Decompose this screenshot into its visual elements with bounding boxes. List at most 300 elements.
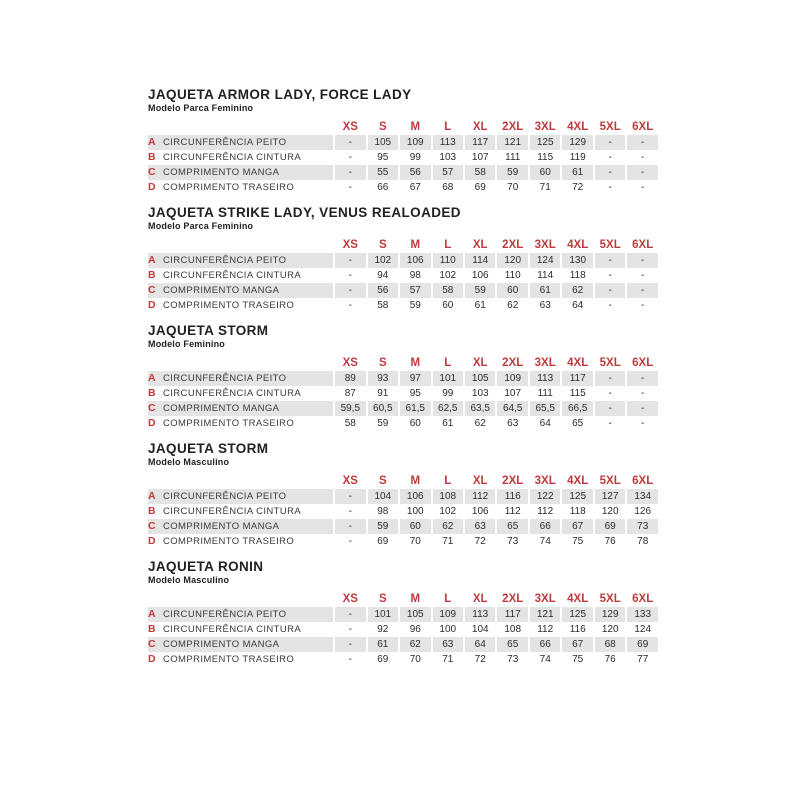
dimension-letter: B bbox=[148, 387, 156, 399]
size-value-cell: 101 bbox=[368, 607, 398, 622]
size-value-cell: 106 bbox=[400, 489, 430, 504]
size-value-cell: 59 bbox=[377, 417, 389, 429]
size-column-header: M bbox=[410, 357, 421, 369]
size-value-cell: 58 bbox=[433, 283, 463, 298]
table-row bbox=[148, 519, 658, 534]
size-value-cell: - bbox=[348, 269, 352, 281]
size-value-cell: 64 bbox=[539, 417, 551, 429]
size-value-cell: 107 bbox=[504, 387, 522, 399]
size-value-cell: 69 bbox=[377, 653, 389, 665]
dimension-label-cell bbox=[148, 150, 333, 165]
table-row bbox=[148, 637, 658, 652]
size-value-cell: - bbox=[608, 417, 612, 429]
size-value-cell: 119 bbox=[569, 151, 586, 163]
size-value-cell: 72 bbox=[572, 181, 584, 193]
size-column-header: 5XL bbox=[599, 475, 621, 487]
size-value-cell: 109 bbox=[400, 135, 430, 150]
size-value-cell: - bbox=[608, 181, 612, 193]
size-value-cell: 62 bbox=[507, 299, 519, 311]
size-value-cell: 98 bbox=[409, 269, 421, 281]
dimension-letter: D bbox=[148, 417, 156, 429]
size-value-cell: 60 bbox=[400, 519, 430, 534]
measurements-table bbox=[146, 474, 660, 549]
size-value-cell: 61 bbox=[474, 299, 486, 311]
size-value-cell: 76 bbox=[604, 653, 616, 665]
size-value-cell: 66 bbox=[530, 637, 560, 652]
size-value-cell: 122 bbox=[530, 489, 560, 504]
size-value-cell: 100 bbox=[439, 623, 457, 635]
size-column-header: 3XL bbox=[534, 121, 556, 133]
size-value-cell: - bbox=[608, 387, 612, 399]
table-title: JAQUETA STORM bbox=[148, 323, 269, 338]
dimension-label-cell bbox=[148, 504, 333, 519]
size-value-cell: - bbox=[595, 401, 625, 416]
dimension-label: COMPRIMENTO MANGA bbox=[163, 285, 280, 296]
size-value-cell: 112 bbox=[504, 505, 521, 517]
dimension-label-cell bbox=[148, 534, 333, 549]
dimension-letter: B bbox=[148, 623, 156, 635]
size-value-cell: 71 bbox=[442, 653, 454, 665]
label-column-spacer bbox=[148, 238, 333, 253]
dimension-label: CIRCUNFERÊNCIA PEITO bbox=[163, 491, 287, 502]
dimension-label: COMPRIMENTO TRASEIRO bbox=[163, 536, 295, 547]
size-column-header: L bbox=[444, 121, 452, 133]
dimension-label: CIRCUNFERÊNCIA CINTURA bbox=[163, 270, 302, 281]
size-column-header: S bbox=[378, 121, 387, 133]
table-title: JAQUETA STRIKE LADY, VENUS REALOADED bbox=[148, 205, 461, 220]
size-value-cell: 63 bbox=[507, 417, 519, 429]
size-column-header: L bbox=[444, 475, 452, 487]
dimension-label-cell bbox=[148, 135, 333, 150]
size-column-header: XS bbox=[342, 475, 358, 487]
size-value-cell: - bbox=[335, 489, 365, 504]
table-row bbox=[148, 371, 658, 386]
size-value-cell: 95 bbox=[377, 151, 389, 163]
dimension-label: COMPRIMENTO TRASEIRO bbox=[163, 418, 295, 429]
size-column-header: 2XL bbox=[502, 239, 524, 251]
size-value-cell: 105 bbox=[465, 371, 495, 386]
size-value-cell: 66 bbox=[377, 181, 389, 193]
size-value-cell: - bbox=[641, 269, 645, 281]
size-value-cell: 61 bbox=[442, 417, 454, 429]
table-row bbox=[148, 607, 658, 622]
dimension-letter: C bbox=[148, 520, 156, 532]
size-value-cell: - bbox=[335, 519, 365, 534]
size-value-cell: 117 bbox=[562, 371, 592, 386]
size-value-cell: 104 bbox=[368, 489, 398, 504]
dimension-label-cell bbox=[148, 298, 333, 313]
size-value-cell: 60,5 bbox=[368, 401, 398, 416]
size-value-cell: - bbox=[335, 637, 365, 652]
size-column-header: 3XL bbox=[534, 357, 556, 369]
size-column-header: XS bbox=[342, 239, 358, 251]
size-column-header: S bbox=[378, 239, 387, 251]
size-column-header: S bbox=[378, 593, 387, 605]
size-column-header: 5XL bbox=[599, 357, 621, 369]
size-value-cell: 68 bbox=[442, 181, 454, 193]
size-value-cell: 102 bbox=[439, 269, 457, 281]
size-value-cell: 62 bbox=[433, 519, 463, 534]
size-column-header: M bbox=[410, 121, 421, 133]
size-value-cell: 114 bbox=[537, 269, 554, 281]
size-value-cell: 118 bbox=[569, 505, 586, 517]
size-value-cell: - bbox=[348, 653, 352, 665]
table-row bbox=[148, 180, 658, 195]
dimension-letter: A bbox=[148, 490, 156, 502]
size-value-cell: 117 bbox=[465, 135, 495, 150]
dimension-letter: C bbox=[148, 284, 156, 296]
size-value-cell: 115 bbox=[537, 151, 554, 163]
size-value-cell: 58 bbox=[465, 165, 495, 180]
size-column-header: L bbox=[444, 593, 452, 605]
size-column-header: M bbox=[410, 239, 421, 251]
size-value-cell: 91 bbox=[377, 387, 389, 399]
size-value-cell: - bbox=[595, 165, 625, 180]
size-value-cell: 61,5 bbox=[400, 401, 430, 416]
size-value-cell: 99 bbox=[442, 387, 454, 399]
size-value-cell: - bbox=[627, 135, 658, 150]
size-column-header: 3XL bbox=[534, 475, 556, 487]
dimension-label-cell bbox=[148, 401, 333, 416]
size-value-cell: 65 bbox=[497, 519, 527, 534]
label-column-spacer bbox=[148, 592, 333, 607]
measurements-table bbox=[146, 592, 660, 667]
dimension-letter: B bbox=[148, 505, 156, 517]
size-value-cell: 124 bbox=[530, 253, 560, 268]
size-value-cell: - bbox=[641, 299, 645, 311]
size-value-cell: 70 bbox=[507, 181, 519, 193]
dimension-letter: D bbox=[148, 181, 156, 193]
size-column-header: 6XL bbox=[632, 239, 654, 251]
table-title: JAQUETA ARMOR LADY, FORCE LADY bbox=[148, 87, 412, 102]
size-value-cell: 65 bbox=[572, 417, 584, 429]
size-value-cell: 102 bbox=[368, 253, 398, 268]
dimension-letter: A bbox=[148, 136, 156, 148]
size-value-cell: 66,5 bbox=[562, 401, 592, 416]
size-column-header: M bbox=[410, 475, 421, 487]
size-value-cell: 73 bbox=[627, 519, 658, 534]
size-value-cell: 70 bbox=[409, 653, 421, 665]
size-header-row bbox=[148, 356, 658, 371]
table-title: JAQUETA STORM bbox=[148, 441, 269, 456]
size-value-cell: 66 bbox=[530, 519, 560, 534]
size-value-cell: 65 bbox=[497, 637, 527, 652]
size-value-cell: - bbox=[608, 269, 612, 281]
size-value-cell: 67 bbox=[562, 637, 592, 652]
size-value-cell: 116 bbox=[569, 623, 586, 635]
size-value-cell: 69 bbox=[474, 181, 486, 193]
size-value-cell: 57 bbox=[433, 165, 463, 180]
dimension-label-cell bbox=[148, 371, 333, 386]
size-value-cell: - bbox=[595, 283, 625, 298]
size-column-header: 4XL bbox=[567, 475, 589, 487]
dimension-label: CIRCUNFERÊNCIA CINTURA bbox=[163, 506, 302, 517]
dimension-label-cell bbox=[148, 268, 333, 283]
size-value-cell: 64,5 bbox=[497, 401, 527, 416]
size-value-cell: - bbox=[348, 535, 352, 547]
size-value-cell: 64 bbox=[572, 299, 584, 311]
size-value-cell: 108 bbox=[504, 623, 522, 635]
dimension-letter: D bbox=[148, 535, 156, 547]
size-value-cell: - bbox=[641, 387, 645, 399]
table-row bbox=[148, 150, 658, 165]
size-value-cell: 100 bbox=[406, 505, 424, 517]
size-value-cell: 105 bbox=[368, 135, 398, 150]
table-subtitle: Modelo Masculino bbox=[148, 575, 230, 585]
size-value-cell: 101 bbox=[433, 371, 463, 386]
size-column-header: 2XL bbox=[502, 357, 524, 369]
table-subtitle: Modelo Parca Feminino bbox=[148, 221, 254, 231]
size-value-cell: 110 bbox=[433, 253, 463, 268]
size-value-cell: 63 bbox=[465, 519, 495, 534]
table-row bbox=[148, 165, 658, 180]
size-value-cell: 93 bbox=[368, 371, 398, 386]
size-value-cell: 130 bbox=[562, 253, 592, 268]
dimension-letter: A bbox=[148, 254, 156, 266]
size-value-cell: 60 bbox=[497, 283, 527, 298]
size-column-header: 5XL bbox=[599, 121, 621, 133]
size-value-cell: 63,5 bbox=[465, 401, 495, 416]
size-value-cell: 92 bbox=[377, 623, 389, 635]
size-value-cell: 112 bbox=[465, 489, 495, 504]
size-value-cell: 72 bbox=[474, 535, 486, 547]
size-value-cell: 133 bbox=[627, 607, 658, 622]
size-column-header: XS bbox=[342, 357, 358, 369]
size-table bbox=[148, 558, 660, 667]
size-value-cell: 125 bbox=[562, 607, 592, 622]
size-value-cell: - bbox=[608, 151, 612, 163]
size-value-cell: - bbox=[335, 135, 365, 150]
size-value-cell: 60 bbox=[409, 417, 421, 429]
dimension-label-cell bbox=[148, 652, 333, 667]
size-table bbox=[148, 440, 660, 549]
size-value-cell: 126 bbox=[634, 505, 652, 517]
size-value-cell: 71 bbox=[539, 181, 551, 193]
table-row bbox=[148, 386, 658, 401]
size-column-header: XL bbox=[472, 121, 488, 133]
size-value-cell: - bbox=[335, 165, 365, 180]
dimension-letter: C bbox=[148, 166, 156, 178]
table-row bbox=[148, 534, 658, 549]
table-row bbox=[148, 622, 658, 637]
size-column-header: S bbox=[378, 357, 387, 369]
size-value-cell: 56 bbox=[368, 283, 398, 298]
size-value-cell: 65,5 bbox=[530, 401, 560, 416]
size-value-cell: 106 bbox=[471, 505, 489, 517]
table-row bbox=[148, 416, 658, 431]
size-value-cell: 124 bbox=[634, 623, 652, 635]
dimension-letter: A bbox=[148, 608, 156, 620]
size-value-cell: 70 bbox=[409, 535, 421, 547]
size-value-cell: 76 bbox=[604, 535, 616, 547]
size-value-cell: 56 bbox=[400, 165, 430, 180]
dimension-label-cell bbox=[148, 622, 333, 637]
size-header-row bbox=[148, 592, 658, 607]
table-subtitle: Modelo Feminino bbox=[148, 339, 225, 349]
size-value-cell: 103 bbox=[439, 151, 457, 163]
size-value-cell: 112 bbox=[537, 505, 554, 517]
size-value-cell: 62 bbox=[474, 417, 486, 429]
size-column-header: XL bbox=[472, 357, 488, 369]
dimension-letter: D bbox=[148, 299, 156, 311]
dimension-label: COMPRIMENTO MANGA bbox=[163, 403, 280, 414]
size-column-header: M bbox=[410, 593, 421, 605]
table-subtitle: Modelo Masculino bbox=[148, 457, 230, 467]
dimension-label: COMPRIMENTO TRASEIRO bbox=[163, 300, 295, 311]
size-value-cell: - bbox=[595, 135, 625, 150]
size-value-cell: 87 bbox=[344, 387, 356, 399]
size-value-cell: - bbox=[335, 253, 365, 268]
dimension-label: CIRCUNFERÊNCIA CINTURA bbox=[163, 152, 302, 163]
size-value-cell: 115 bbox=[569, 387, 586, 399]
size-value-cell: 61 bbox=[562, 165, 592, 180]
size-value-cell: 113 bbox=[433, 135, 463, 150]
dimension-label: COMPRIMENTO MANGA bbox=[163, 639, 280, 650]
size-value-cell: 75 bbox=[572, 653, 584, 665]
size-value-cell: 59 bbox=[465, 283, 495, 298]
size-column-header: XS bbox=[342, 121, 358, 133]
size-value-cell: - bbox=[627, 165, 658, 180]
measurements-table bbox=[146, 238, 660, 313]
table-subtitle: Modelo Parca Feminino bbox=[148, 103, 254, 113]
dimension-label: COMPRIMENTO TRASEIRO bbox=[163, 654, 295, 665]
size-value-cell: 64 bbox=[465, 637, 495, 652]
size-value-cell: 102 bbox=[439, 505, 457, 517]
size-value-cell: 127 bbox=[595, 489, 625, 504]
size-value-cell: 69 bbox=[595, 519, 625, 534]
size-value-cell: - bbox=[595, 371, 625, 386]
size-value-cell: - bbox=[335, 283, 365, 298]
size-value-cell: 106 bbox=[400, 253, 430, 268]
size-value-cell: 68 bbox=[595, 637, 625, 652]
size-column-header: 3XL bbox=[534, 239, 556, 251]
size-value-cell: 121 bbox=[497, 135, 527, 150]
size-column-header: 3XL bbox=[534, 593, 556, 605]
size-column-header: XL bbox=[472, 475, 488, 487]
table-row bbox=[148, 652, 658, 667]
measurements-table bbox=[146, 356, 660, 431]
size-value-cell: 78 bbox=[637, 535, 649, 547]
dimension-label: COMPRIMENTO MANGA bbox=[163, 167, 280, 178]
size-value-cell: 121 bbox=[530, 607, 560, 622]
dimension-label: COMPRIMENTO MANGA bbox=[163, 521, 280, 532]
size-value-cell: 103 bbox=[471, 387, 489, 399]
size-value-cell: 72 bbox=[474, 653, 486, 665]
dimension-label-cell bbox=[148, 386, 333, 401]
table-row bbox=[148, 489, 658, 504]
size-value-cell: 59 bbox=[497, 165, 527, 180]
dimension-label: COMPRIMENTO TRASEIRO bbox=[163, 182, 295, 193]
size-value-cell: 113 bbox=[465, 607, 495, 622]
size-value-cell: 134 bbox=[627, 489, 658, 504]
size-value-cell: - bbox=[627, 401, 658, 416]
dimension-label-cell bbox=[148, 165, 333, 180]
size-chart-page bbox=[148, 86, 660, 676]
size-column-header: XL bbox=[472, 593, 488, 605]
size-value-cell: 111 bbox=[505, 151, 521, 163]
size-table bbox=[148, 86, 660, 195]
size-column-header: XL bbox=[472, 239, 488, 251]
dimension-label: CIRCUNFERÊNCIA PEITO bbox=[163, 255, 287, 266]
size-value-cell: - bbox=[348, 181, 352, 193]
size-value-cell: 60 bbox=[530, 165, 560, 180]
dimension-letter: C bbox=[148, 402, 156, 414]
table-row bbox=[148, 283, 658, 298]
dimension-label: CIRCUNFERÊNCIA PEITO bbox=[163, 137, 287, 148]
size-value-cell: - bbox=[641, 417, 645, 429]
size-column-header: 2XL bbox=[502, 475, 524, 487]
size-value-cell: 55 bbox=[368, 165, 398, 180]
dimension-letter: C bbox=[148, 638, 156, 650]
size-value-cell: 74 bbox=[539, 535, 551, 547]
size-value-cell: - bbox=[641, 181, 645, 193]
size-value-cell: 58 bbox=[344, 417, 356, 429]
size-column-header: 6XL bbox=[632, 593, 654, 605]
dimension-letter: B bbox=[148, 151, 156, 163]
size-value-cell: 106 bbox=[471, 269, 489, 281]
size-column-header: S bbox=[378, 475, 387, 487]
size-value-cell: 96 bbox=[409, 623, 421, 635]
dimension-letter: A bbox=[148, 372, 156, 384]
size-value-cell: 109 bbox=[433, 607, 463, 622]
table-row bbox=[148, 504, 658, 519]
table-row bbox=[148, 401, 658, 416]
size-value-cell: 69 bbox=[377, 535, 389, 547]
size-value-cell: 95 bbox=[409, 387, 421, 399]
size-column-header: 2XL bbox=[502, 121, 524, 133]
size-value-cell: 99 bbox=[409, 151, 421, 163]
size-value-cell: 67 bbox=[409, 181, 421, 193]
size-column-header: 6XL bbox=[632, 475, 654, 487]
size-column-header: L bbox=[444, 357, 452, 369]
size-value-cell: 120 bbox=[497, 253, 527, 268]
size-column-header: XS bbox=[342, 593, 358, 605]
dimension-letter: B bbox=[148, 269, 156, 281]
dimension-label-cell bbox=[148, 519, 333, 534]
size-value-cell: 59 bbox=[368, 519, 398, 534]
size-value-cell: - bbox=[627, 253, 658, 268]
dimension-letter: D bbox=[148, 653, 156, 665]
size-value-cell: - bbox=[348, 299, 352, 311]
dimension-label: CIRCUNFERÊNCIA PEITO bbox=[163, 609, 287, 620]
size-value-cell: 62,5 bbox=[433, 401, 463, 416]
size-value-cell: 129 bbox=[562, 135, 592, 150]
size-value-cell: 110 bbox=[504, 269, 521, 281]
size-value-cell: 89 bbox=[335, 371, 365, 386]
size-value-cell: 67 bbox=[562, 519, 592, 534]
size-value-cell: - bbox=[348, 623, 352, 635]
size-value-cell: 63 bbox=[433, 637, 463, 652]
table-title: JAQUETA RONIN bbox=[148, 559, 264, 574]
size-value-cell: - bbox=[627, 283, 658, 298]
size-value-cell: 98 bbox=[377, 505, 389, 517]
size-value-cell: - bbox=[627, 371, 658, 386]
table-row bbox=[148, 253, 658, 268]
dimension-label: CIRCUNFERÊNCIA CINTURA bbox=[163, 388, 302, 399]
size-column-header: 5XL bbox=[599, 239, 621, 251]
size-header-row bbox=[148, 120, 658, 135]
size-value-cell: - bbox=[348, 151, 352, 163]
size-header-row bbox=[148, 238, 658, 253]
size-value-cell: 129 bbox=[595, 607, 625, 622]
size-column-header: 2XL bbox=[502, 593, 524, 605]
size-value-cell: 69 bbox=[627, 637, 658, 652]
size-value-cell: 104 bbox=[471, 623, 489, 635]
size-value-cell: 120 bbox=[601, 505, 619, 517]
label-column-spacer bbox=[148, 356, 333, 371]
label-column-spacer bbox=[148, 474, 333, 489]
size-value-cell: 107 bbox=[471, 151, 489, 163]
